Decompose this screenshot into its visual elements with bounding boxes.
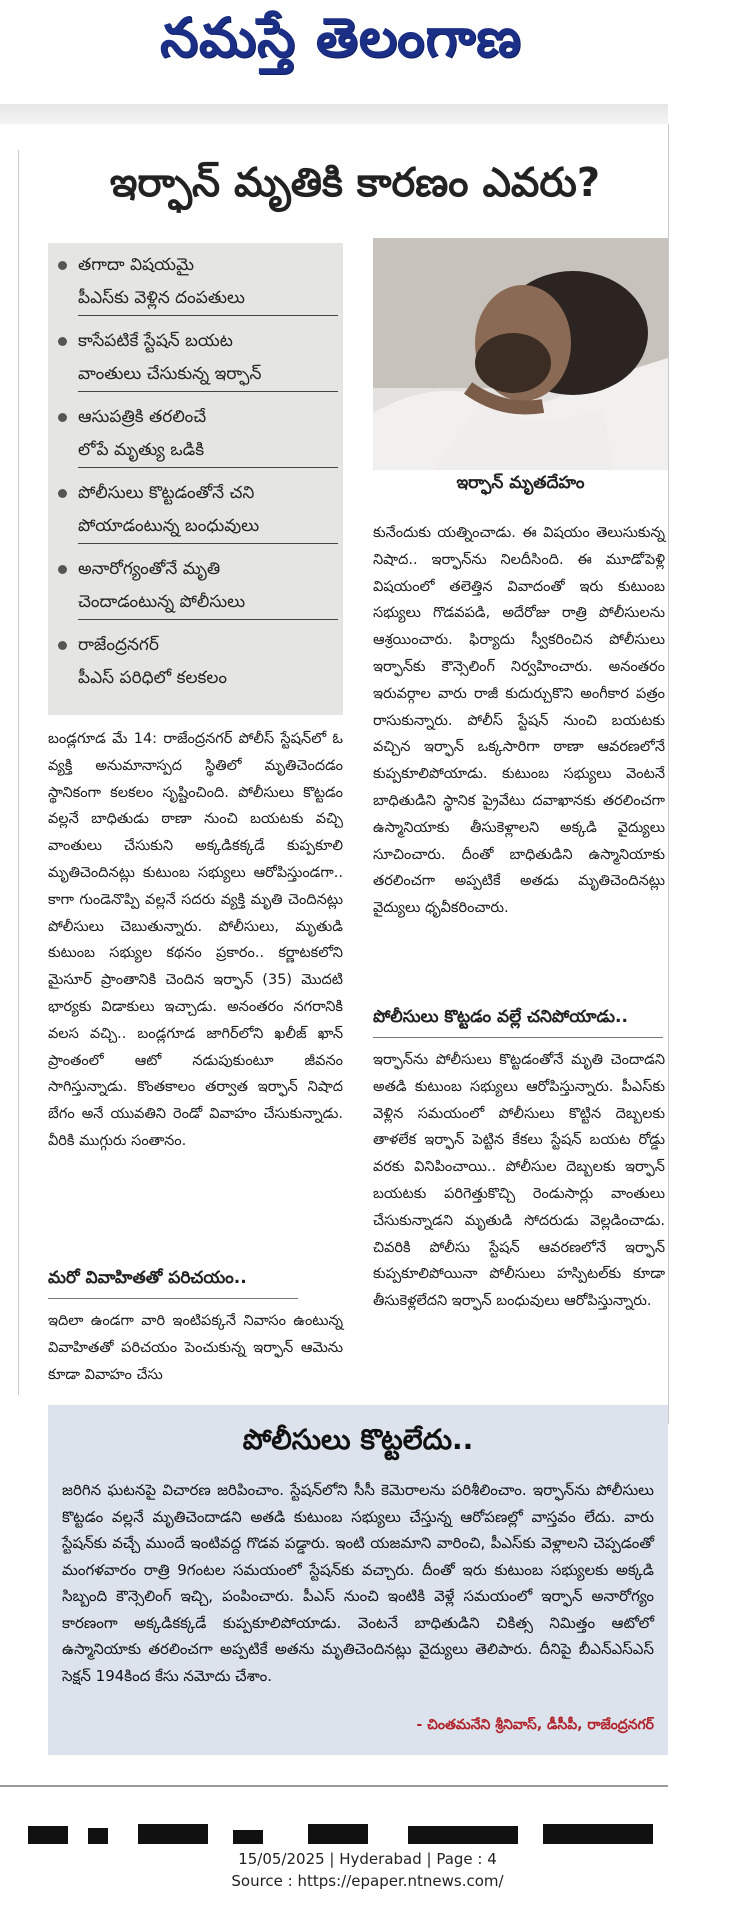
article-body-right-2 <box>373 1047 665 1315</box>
bullet-icon <box>58 261 67 270</box>
highlight-item <box>58 629 338 695</box>
highlight-line: పీఎస్‌కు వెళ్లిన దంపతులు <box>78 282 338 316</box>
article-subhead: మరో వివాహితతో పరిచయం.. <box>48 1268 247 1288</box>
article-paragraph: ఇదిలా ఉండగా వారి ఇంటిపక్కనే నివాసం ఉంటున్న వివాహితతో పరిచయం పెంచుకున్న ఇర్ఫాన్ ఆమెను కూడా వివాహం చేసు <box>48 1313 343 1383</box>
column-rule-right <box>668 124 669 1424</box>
next-article-headline-cropped <box>8 1820 668 1844</box>
article-paragraph: బండ్లగూడ మే 14: రాజేంద్రనగర్ పోలీస్ స్టేషన్‌లో ఓ వ్యక్తి అనుమానాస్పద స్థితిలో మృతిచెందడం స్థానికంగా కలకలం సృష్టించింది. పోలీసులు కొట్టడం వల్లనే బాధితుడు ఠాణా నుంచి బయటకు వచ్చి వాంతులు చేసుకుని అక్కడికక్కడే కుప్పకూలి మృతిచెందినట్లు కుటుంబ సభ్యులు ఆరోపిస్తుండగా.. కాగా గుండెనొప్పి వల్లనే సదరు వ్యక్తి మృతి చెందినట్లు పోలీసులు చెబుతున్నారు. పోలీసులు, మృతుడి కుటుంబ సభ్యుల కథనం ప్రకారం.. కర్ణాటకలోని మైసూర్ ప్రాంతానికి చెందిన ఇర్ఫాన్ (35) మొదటి భార్యకు విడాకులు ఇచ్చాడు. అనంతరం నగరానికి వలస వచ్చి.. బండ్లగూడ జాగిర్‌లోని ఖలీజ్ ఖాన్ ప్రాంతంలో ఆటో నడుపుకుంటూ జీవనం సాగిస్తున్నాడు. కొంతకాలం తర్వాత ఇర్ఫాన్ నిషాద బేగం అనే యువతిని రెండో వివాహం చేసుకున్నాడు. వీరికి ముగ్గురు సంతానం. <box>48 731 343 1149</box>
statement-box <box>48 1405 668 1755</box>
masthead <box>0 0 735 104</box>
page-footer <box>0 1848 735 1892</box>
footer-date-edition: 15/05/2025 | Hyderabad | Page : 4 <box>238 1850 497 1868</box>
highlight-line: పోయాడంటున్న బంధువులు <box>78 510 338 544</box>
highlight-item <box>58 325 338 392</box>
highlight-line: వాంతులు చేసుకున్న ఇర్ఫాన్ <box>78 358 338 392</box>
article-paragraph: కునేందుకు యత్నించాడు. ఈ విషయం తెలుసుకున్న నిషాద.. ఇర్ఫాన్‌ను నిలదీసింది. ఈ మూడోపెళ్లి విషయంలో తలెత్తిన వివాదంతో ఇరు కుటుంబ సభ్యులు గొడవపడి, అదేరోజు రాత్రి పోలీసులను ఆశ్రయించారు. ఫిర్యాదు స్వీకరించిన పోలీసులు ఇర్ఫాన్‌కు కౌన్సెలింగ్ నిర్వహించారు. అనంతరం ఇరువర్గాల వారు రాజీ కుదుర్చుకొని అంగీకార పత్రం రాసుకున్నారు. పోలీస్ స్టేషన్ నుంచి బయటకు వచ్చిన ఇర్ఫాన్ ఒక్కసారిగా ఠాణా ఆవరణలోనే కుప్పకూలిపోయాడు. కుటుంబ సభ్యులు వెంటనే బాధితుడిని స్థానిక ప్రైవేటు దవాఖానకు తరలించగా ఉస్మానియాకు తీసుకెళ్లాలని అక్కడి వైద్యులు సూచించారు. దీంతో బాధితుడిని ఉస్మానియాకు తరలించగా అప్పటికే అతడు మృతిచెందినట్లు వైద్యులు ధృవీకరించారు. <box>373 525 665 917</box>
highlight-line: కాసేపటికే స్టేషన్ బయట <box>78 331 233 351</box>
article-body-left <box>48 726 343 1155</box>
cropped-headline-glyphs <box>8 1820 668 1844</box>
highlight-line: పోలీసులు కొట్టడంతోనే చని <box>78 483 255 503</box>
highlight-line: పీఎస్ పరిధిలో కలకలం <box>78 668 228 688</box>
highlights-box <box>48 243 343 715</box>
bullet-icon <box>58 413 67 422</box>
highlight-item <box>58 401 338 468</box>
highlight-line: ఆసుపత్రికి తరలించే <box>78 407 207 427</box>
article-headline: ఇర్ఫాన్ మృతికి కారణం ఎవరు? <box>109 160 601 206</box>
statement-signature: - చింతమనేని శ్రీనివాస్, డీసీపీ, రాజేంద్రనగర్ <box>416 1717 654 1733</box>
footer-source-link[interactable]: Source : https://epaper.ntnews.com/ <box>231 1872 504 1890</box>
news-photo <box>373 238 668 470</box>
photo-illustration <box>373 238 668 470</box>
bottom-divider <box>0 1785 668 1787</box>
article-subhead: పోలీసులు కొట్టడం వల్లే చనిపోయాడు.. <box>373 1007 628 1027</box>
highlight-line: చెందాడంటున్న పోలీసులు <box>78 586 338 620</box>
bullet-icon <box>58 337 67 346</box>
article-body-right <box>373 520 665 922</box>
highlight-line: లోపే మృత్యు ఒడికి <box>78 434 338 468</box>
highlight-item <box>58 249 338 316</box>
photo-caption: ఇర్ఫాన్ మృతదేహం <box>456 473 585 493</box>
article-paragraph: ఇర్ఫాన్‌ను పోలీసులు కొట్టడంతోనే మృతి చెందాడని అతడి కుటుంబ సభ్యులు ఆరోపిస్తున్నారు. పీఎస్‌కు వెళ్లిన సమయంలో పోలీసులు కొట్టిన దెబ్బలకు తాళలేక ఇర్ఫాన్ పెట్టిన కేకలు స్టేషన్ బయట రోడ్డు వరకు వినిపించాయి.. పోలీసుల దెబ్బలకు ఇర్ఫాన్ బయటకు పరిగెత్తుకొచ్చి రెండుసార్లు వాంతులు చేసుకున్నాడని మృతుడి సోదరుడు వెల్లడించాడు. చివరికి పోలీసు స్టేషన్ ఆవరణలోనే ఇర్ఫాన్ కుప్పకూలిపోయినా పోలీసులు హస్పిటల్‌కు కూడా తీసుకెళ్లలేదని ఇర్ఫాన్ బంధువులు ఆరోపిస్తున్నారు. <box>373 1052 665 1310</box>
column-rule-left <box>18 150 19 1395</box>
masthead-divider <box>0 104 668 124</box>
bullet-icon <box>58 489 67 498</box>
highlight-item <box>58 477 338 544</box>
highlight-line: అనారోగ్యంతోనే మృతి <box>78 559 221 579</box>
bullet-icon <box>58 565 67 574</box>
bullet-icon <box>58 641 67 650</box>
highlight-item <box>58 553 338 620</box>
article-body-left-2 <box>48 1308 343 1388</box>
highlight-line: రాజేంద్రనగర్ <box>78 635 159 655</box>
statement-body: జరిగిన ఘటనపై విచారణ జరిపించాం. స్టేషన్‌లోని సీసీ కెమెరాలను పరిశీలించాం. ఇర్ఫాన్‌ను పోలీసులు కొట్టడం వల్లనే మృతిచెందాడని అతడి కుటుంబ సభ్యులు చేస్తున్న ఆరోపణల్లో వాస్తవం లేదు. వారు స్టేషన్‌కు వచ్చే ముందే ఇంటివద్ద గొడవ పడ్డారు. ఇంటి యజమాని వారించి, పీఎస్‌కు వెళ్లాలని చెప్పడంతో మంగళవారం రాత్రి 9గంటల సమయంలో స్టేషన్‌కు వచ్చారు. దీంతో ఇరు కుటుంబ సభ్యులకు అక్కడి సిబ్బంది కౌన్సెలింగ్ ఇచ్చి, పంపించారు. పీఎస్ నుంచి ఇంటికి వెళ్లే సమయంలో ఇర్ఫాన్ అనారోగ్యం కారణంగా అక్కడికక్కడే కుప్పకూలిపోయాడు. వెంటనే బాధితుడిని చికిత్స నిమిత్తం ఆటోలో ఉస్మానియాకు తరలించగా అప్పటికే అతను మృతిచెందినట్లు వైద్యులు తెలిపారు. దీనిపై బీఎన్ఎస్ఎస్ సెక్షన్ 194కింద కేసు నమోదు చేశాం. <box>62 1481 654 1685</box>
masthead-logo: నమస్తే తెలంగాణ <box>160 6 522 69</box>
subhead-underline <box>373 1037 663 1038</box>
highlight-line: తగాదా విషయమై <box>78 255 195 275</box>
subhead-underline <box>48 1298 298 1299</box>
statement-title: పోలీసులు కొట్టలేదు.. <box>242 1423 474 1456</box>
